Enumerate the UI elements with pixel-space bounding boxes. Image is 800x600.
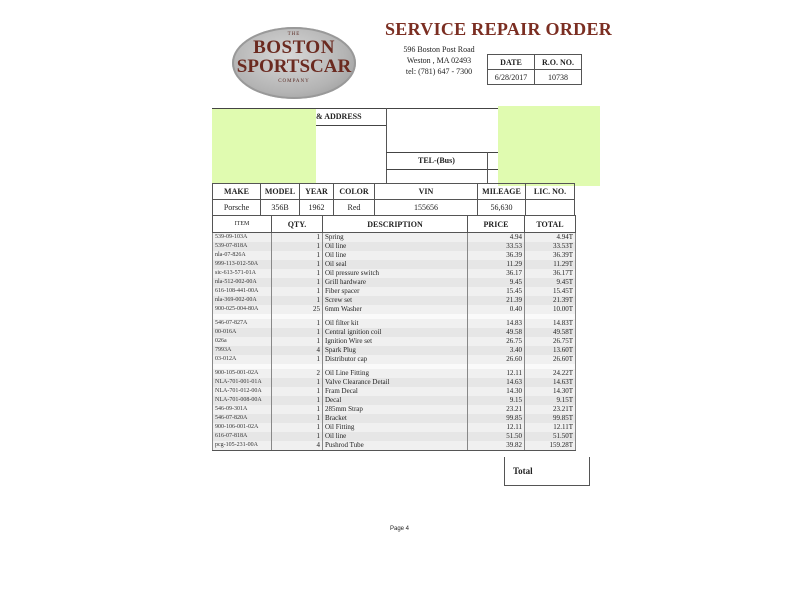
table-row [213, 287, 576, 296]
cell-desc: 285mm Strap [323, 405, 468, 414]
cell-price: 9.45 [468, 278, 525, 287]
cell-total: 24.22T [525, 369, 576, 378]
model-value: 356B [261, 200, 300, 216]
cell-desc: Central ignition coil [323, 328, 468, 337]
cell-total: 14.83T [525, 319, 576, 328]
cell-qty: 1 [272, 251, 323, 260]
cell-price: 4.94 [468, 233, 525, 243]
cell-desc: Bracket [323, 414, 468, 423]
table-row [213, 305, 576, 314]
cell-item: NLA-701-008-00A [213, 396, 272, 405]
model-label: MODEL [261, 184, 300, 200]
table-row [213, 414, 576, 423]
cell-price: 21.39 [468, 296, 525, 305]
cell-total: 36.17T [525, 269, 576, 278]
lic-value [526, 200, 575, 216]
cell-price: 12.11 [468, 423, 525, 432]
cell-qty: 1 [272, 287, 323, 296]
table-row [213, 355, 576, 364]
table-row [213, 346, 576, 355]
total-header: TOTAL [525, 216, 576, 233]
cell-desc: Oil line [323, 432, 468, 441]
mileage-value: 56,630 [478, 200, 526, 216]
cell-qty: 25 [272, 305, 323, 314]
table-row [213, 378, 576, 387]
cell-price: 9.15 [468, 396, 525, 405]
cell-total: 11.29T [525, 260, 576, 269]
cell-desc: Ignition Wire set [323, 337, 468, 346]
cell-price: 26.60 [468, 355, 525, 364]
table-row [213, 251, 576, 260]
cell-price: 11.29 [468, 260, 525, 269]
cell-qty: 1 [272, 296, 323, 305]
table-row [213, 369, 576, 378]
cell-price: 14.30 [468, 387, 525, 396]
cell-price: 23.21 [468, 405, 525, 414]
logo-line1: BOSTON [253, 37, 335, 58]
cell-desc: Decal [323, 396, 468, 405]
vehicle-table [212, 183, 575, 216]
cell-desc: 6mm Washer [323, 305, 468, 314]
cell-desc: Oil line [323, 242, 468, 251]
cell-item: 539-09-103A [213, 233, 272, 243]
cell-item: 546-07-820A [213, 414, 272, 423]
cell-total: 12.11T [525, 423, 576, 432]
cell-item: nla-369-002-00A [213, 296, 272, 305]
cell-price: 33.53 [468, 242, 525, 251]
cell-total: 13.60T [525, 346, 576, 355]
cell-total: 49.58T [525, 328, 576, 337]
table-row [213, 441, 576, 451]
table-row [213, 296, 576, 305]
cell-qty: 2 [272, 369, 323, 378]
cell-qty: 1 [272, 337, 323, 346]
ro-value: 10738 [535, 70, 582, 85]
cell-total: 26.75T [525, 337, 576, 346]
lic-label: LIC. NO. [526, 184, 575, 200]
cell-desc: Spark Plug [323, 346, 468, 355]
cell-desc: Distributor cap [323, 355, 468, 364]
table-row [213, 242, 576, 251]
cell-item: 616-108-441-00A [213, 287, 272, 296]
cell-qty: 1 [272, 242, 323, 251]
cell-price: 14.83 [468, 319, 525, 328]
address-label: & ADDRESS [316, 112, 362, 121]
cell-qty: 1 [272, 278, 323, 287]
cell-total: 23.21T [525, 405, 576, 414]
cell-item: 546-09-301A [213, 405, 272, 414]
cell-price: 15.45 [468, 287, 525, 296]
cell-item: sic-613-571-01A [213, 269, 272, 278]
cell-price: 49.58 [468, 328, 525, 337]
company-logo [232, 27, 356, 99]
cell-desc: Oil Line Fitting [323, 369, 468, 378]
cell-qty: 1 [272, 378, 323, 387]
qty-header: QTY. [272, 216, 323, 233]
date-ro-box [487, 54, 582, 85]
rule [487, 152, 488, 184]
address-line2: Weston , MA 02493 [406, 56, 472, 65]
rule [316, 125, 386, 126]
redaction-contact [498, 106, 600, 186]
cell-total: 33.53T [525, 242, 576, 251]
tel-label: TEL-(Bus) [418, 156, 455, 165]
cell-total: 14.63T [525, 378, 576, 387]
cell-desc: Pushrod Tube [323, 441, 468, 451]
year-label: YEAR [300, 184, 334, 200]
cell-desc: Oil Fitting [323, 423, 468, 432]
cell-price: 36.39 [468, 251, 525, 260]
color-value: Red [334, 200, 375, 216]
cell-total: 9.15T [525, 396, 576, 405]
cell-desc: Spring [323, 233, 468, 243]
cell-item: 7993A [213, 346, 272, 355]
cell-desc: Oil line [323, 251, 468, 260]
cell-qty: 1 [272, 269, 323, 278]
table-row [213, 278, 576, 287]
table-row [213, 269, 576, 278]
cell-qty: 1 [272, 260, 323, 269]
cell-qty: 1 [272, 405, 323, 414]
cell-desc: Grill hardware [323, 278, 468, 287]
shop-address [398, 44, 480, 77]
customer-block [212, 108, 588, 184]
cell-qty: 1 [272, 355, 323, 364]
date-value: 6/28/2017 [488, 70, 535, 85]
cell-price: 26.75 [468, 337, 525, 346]
cell-item: 900-025-004-80A [213, 305, 272, 314]
parts-body [213, 233, 576, 451]
logo-company: COMPANY [278, 79, 310, 84]
redaction-name [212, 109, 316, 184]
page-number: Page 4 [390, 526, 410, 532]
cell-qty: 4 [272, 441, 323, 451]
table-row [213, 432, 576, 441]
parts-table [212, 215, 576, 451]
cell-qty: 1 [272, 387, 323, 396]
address-line1: 596 Boston Post Road [403, 45, 475, 54]
cell-total: 4.94T [525, 233, 576, 243]
cell-item: 616-07-818A [213, 432, 272, 441]
vin-value: 155656 [375, 200, 478, 216]
cell-qty: 1 [272, 414, 323, 423]
cell-desc: Fiber spacer [323, 287, 468, 296]
cell-item: nla-07-826A [213, 251, 272, 260]
cell-total: 26.60T [525, 355, 576, 364]
total-box [504, 457, 590, 486]
cell-qty: 1 [272, 423, 323, 432]
logo-line2: SPORTSCAR [236, 56, 352, 77]
cell-qty: 1 [272, 319, 323, 328]
date-label: DATE [488, 55, 535, 70]
cell-item: 900-105-001-02A [213, 369, 272, 378]
table-row [213, 337, 576, 346]
cell-item: 999-113-012-50A [213, 260, 272, 269]
cell-desc: Fram Decal [323, 387, 468, 396]
description-header: DESCRIPTION [323, 216, 468, 233]
cell-total: 21.39T [525, 296, 576, 305]
cell-qty: 1 [272, 396, 323, 405]
table-row [213, 396, 576, 405]
cell-total: 51.50T [525, 432, 576, 441]
cell-item: 03-012A [213, 355, 272, 364]
document-title: SERVICE REPAIR ORDER [385, 19, 613, 39]
cell-item: 026a [213, 337, 272, 346]
cell-qty: 1 [272, 328, 323, 337]
cell-desc: Valve Clearance Detail [323, 378, 468, 387]
mileage-label: MILEAGE [478, 184, 526, 200]
table-row [213, 387, 576, 396]
table-row [213, 328, 576, 337]
cell-item: 546-07-827A [213, 319, 272, 328]
table-row [213, 319, 576, 328]
vin-label: VIN [375, 184, 478, 200]
cell-item: 900-106-001-02A [213, 423, 272, 432]
cell-price: 36.17 [468, 269, 525, 278]
cell-price: 99.85 [468, 414, 525, 423]
cell-item: nla-512-002-00A [213, 278, 272, 287]
cell-desc: Screw set [323, 296, 468, 305]
year-value: 1962 [300, 200, 334, 216]
table-row [213, 233, 576, 243]
table-row [213, 405, 576, 414]
cell-price: 0.40 [468, 305, 525, 314]
cell-price: 3.40 [468, 346, 525, 355]
total-label: Total [513, 466, 533, 476]
make-label: MAKE [213, 184, 261, 200]
cell-item: NLA-701-001-01A [213, 378, 272, 387]
cell-total: 99.85T [525, 414, 576, 423]
cell-price: 12.11 [468, 369, 525, 378]
ro-label: R.O. NO. [535, 55, 582, 70]
phone: tel: (781) 647 - 7300 [405, 67, 473, 76]
cell-total: 36.39T [525, 251, 576, 260]
cell-price: 14.63 [468, 378, 525, 387]
cell-qty: 1 [272, 432, 323, 441]
cell-total: 9.45T [525, 278, 576, 287]
logo-the: THE [287, 32, 301, 37]
price-header: PRICE [468, 216, 525, 233]
cell-total: 15.45T [525, 287, 576, 296]
cell-desc: Oil pressure switch [323, 269, 468, 278]
cell-item: 539-07-818A [213, 242, 272, 251]
color-label: COLOR [334, 184, 375, 200]
item-header: ITEM [213, 216, 272, 233]
make-value: Porsche [213, 200, 261, 216]
cell-qty: 4 [272, 346, 323, 355]
cell-item: 00-016A [213, 328, 272, 337]
cell-item: pcg-105-231-00A [213, 441, 272, 451]
table-row [213, 260, 576, 269]
table-row [213, 423, 576, 432]
cell-item: NLA-701-012-00A [213, 387, 272, 396]
cell-desc: Oil filter kit [323, 319, 468, 328]
cell-total: 14.30T [525, 387, 576, 396]
rule [386, 108, 387, 184]
cell-total: 10.00T [525, 305, 576, 314]
cell-price: 51.50 [468, 432, 525, 441]
cell-total: 159.28T [525, 441, 576, 451]
cell-qty: 1 [272, 233, 323, 243]
cell-price: 39.82 [468, 441, 525, 451]
cell-desc: Oil seal [323, 260, 468, 269]
